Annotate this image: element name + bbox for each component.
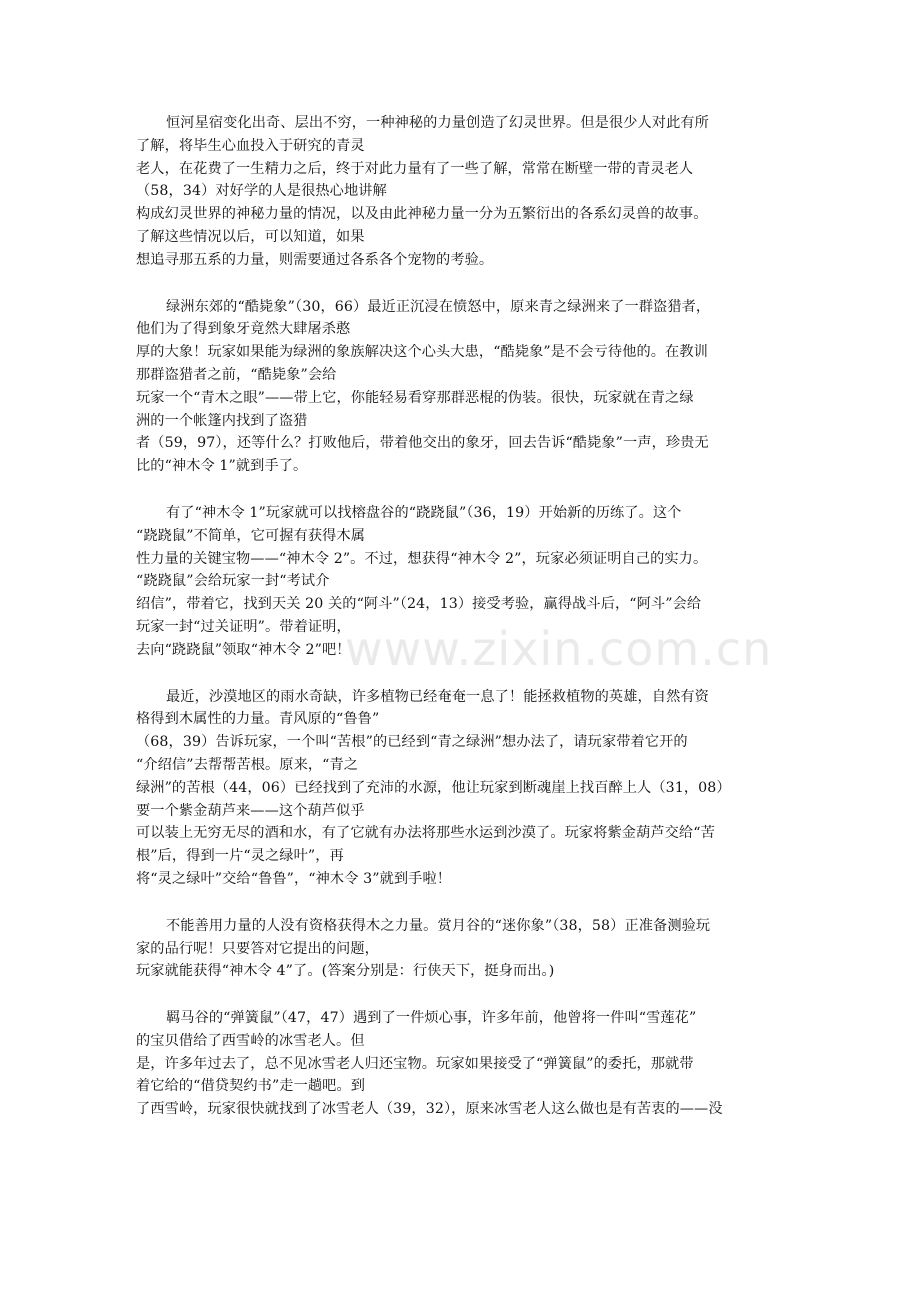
text-line: 去向“跷跷鼠”领取“神木令 2”吧！ (136, 641, 351, 658)
text-line: 绍信”，带着它，找到天关 20 关的“阿斗”（24，13）接受考验，赢得战斗后，“阿斗”会给 (136, 596, 702, 613)
text-line: 老人，在花费了一生精力之后，终于对此力量有了一些了解，常常在断壁一带的青灵老人 (136, 160, 694, 177)
paragraph-5 (136, 915, 786, 983)
paragraph-1 (136, 112, 786, 272)
paragraph-4 (136, 686, 786, 891)
text-line: 格得到木属性的力量。青风原的“鲁鲁” (136, 711, 380, 728)
text-line: 可以装上无穷无尽的酒和水，有了它就有办法将那些水运到沙漠了。玩家将紫金葫芦交给“苦 (136, 825, 715, 842)
text-line: “跷跷鼠”会给玩家一封“考试介 (136, 573, 330, 590)
text-line: 要一个紫金葫芦来——这个葫芦似乎 (136, 802, 365, 819)
text-line: 有了“神木令 1”玩家就可以找榕盘谷的“跷跷鼠”（36，19）开始新的历练了。这个 (166, 504, 682, 521)
text-line: “跷跷鼠”不简单，它可握有获得木属 (136, 527, 366, 544)
text-line: 着它给的“借贷契约书”走一趟吧。到 (136, 1078, 366, 1095)
text-line: 者（59，97），还等什么？打败他后，带着他交出的象牙，回去告诉“酷毙象”一声，珍贵无 (136, 435, 709, 452)
text-line: 他们为了得到象牙竟然大肆屠杀憨 (136, 321, 351, 338)
text-line: 羁马谷的“弹簧鼠”（47，47）遇到了一件烦心事，许多年前，他曾将一件叫“雪莲花” (166, 1010, 697, 1027)
text-line: 玩家一封“过关证明”。带着证明， (136, 618, 351, 635)
text-line: 那群盗猎者之前，“酷毙象”会给 (136, 366, 337, 383)
watermark: www.zixin.com.cn (345, 622, 773, 676)
text-line: 了西雪岭，玩家很快就找到了冰雪老人（39，32），原来冰雪老人这么做也是有苦衷的——没 (136, 1101, 723, 1118)
text-line: 不能善用力量的人没有资格获得木之力量。赏月谷的“迷你象”（38，58）正准备测验玩 (166, 917, 711, 934)
text-line: 性力量的关键宝物——“神木令 2”。不过，想获得“神木令 2”，玩家必须证明自己的实力。 (136, 550, 708, 567)
text-line: 绿洲东郊的“酷毙象”（30，66）最近正沉浸在愤怒中，原来青之绿洲来了一群盗猎者， (166, 298, 711, 315)
paragraph-6 (136, 1007, 786, 1121)
text-line: （68，39）告诉玩家，一个叫“苦根”的已经到“青之绿洲”想办法了，请玩家带着它开的 (136, 734, 688, 751)
text-line: 根”后，得到一片“灵之绿叶”，再 (136, 848, 344, 865)
text-line: 洲的一个帐篷内找到了盗猎 (136, 412, 308, 429)
text-line: 是，许多年过去了，总不见冰雪老人归还宝物。玩家如果接受了“弹簧鼠”的委托，那就带 (136, 1055, 694, 1072)
paragraph-3 (136, 502, 786, 662)
text-line: 的宝贝借给了西雪岭的冰雪老人。但 (136, 1032, 365, 1049)
text-line: 想追寻那五系的力量，则需要通过各系各个宠物的考验。 (136, 251, 494, 268)
text-line: 最近，沙漠地区的雨水奇缺，许多植物已经奄奄一息了！能拯救植物的英雄，自然有资 (166, 688, 709, 705)
text-line: 玩家一个“青木之眼”——带上它，你能轻易看穿那群恶棍的伪装。很快，玩家就在青之绿 (136, 389, 694, 406)
document-body (136, 112, 786, 1145)
text-line: （58，34）对好学的人是很热心地讲解 (136, 183, 387, 200)
text-line: 比的“神木令 1”就到手了。 (136, 458, 308, 475)
text-line: 了解，将毕生心血投入于研究的青灵 (136, 137, 365, 154)
text-line: 家的品行呢！只要答对它提出的问题， (136, 940, 379, 957)
text-line: “介绍信”去帮帮苦根。原来，“青之 (136, 756, 359, 773)
text-line: 构成幻灵世界的神秘力量的情况，以及由此神秘力量一分为五繁衍出的各系幻灵兽的故事。 (136, 206, 708, 223)
paragraph-2 (136, 296, 786, 478)
text-line: 恒河星宿变化出奇、层出不穷，一种神秘的力量创造了幻灵世界。但是很少人对此有所 (166, 115, 709, 131)
text-line: 将“灵之绿叶”交给“鲁鲁”，“神木令 3”就到手啦！ (136, 870, 452, 887)
text-line: 厚的大象！玩家如果能为绿洲的象族解决这个心头大患，“酷毙象”是不会亏待他的。在教训 (136, 344, 708, 361)
text-line: 了解这些情况以后，可以知道，如果 (136, 228, 365, 245)
text-line: 绿洲”的苦根（44，06）已经找到了充沛的水源，他让玩家到断魂崖上找百醉上人（31，08） (136, 779, 731, 796)
text-line: 玩家就能获得“神木令 4”了。(答案分别是：行侠天下，挺身而出。) (136, 963, 555, 980)
